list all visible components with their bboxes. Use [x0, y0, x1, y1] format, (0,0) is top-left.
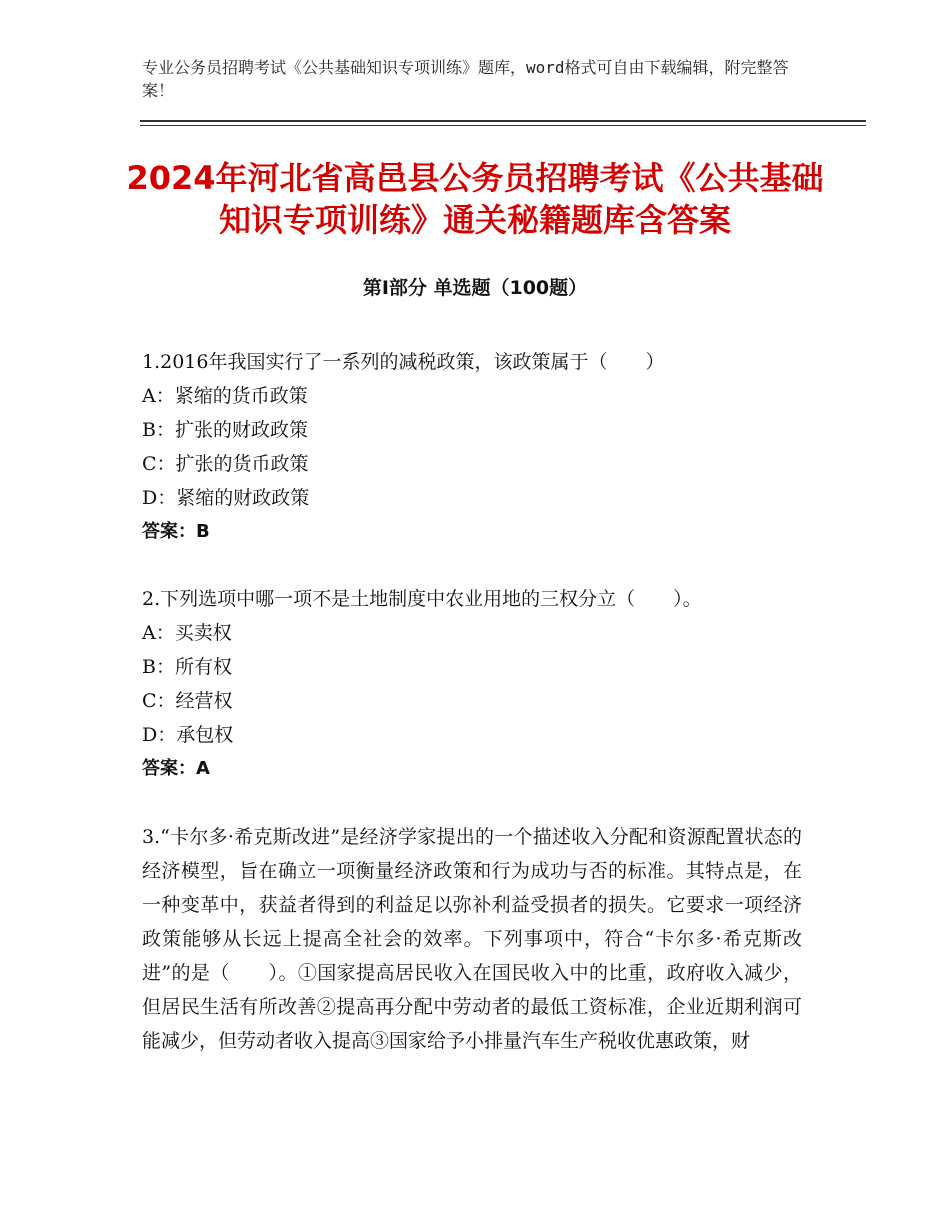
answer: 答案：B [142, 521, 210, 542]
question-1 [142, 345, 802, 549]
question-2 [142, 582, 802, 786]
option-d: D：承包权 [142, 724, 234, 746]
option-c: C：经营权 [142, 690, 233, 712]
section-title: 第Ⅰ部分 单选题（100题） [362, 277, 588, 299]
document-title: 2024年河北省高邑县公务员招聘考试《公共基础知识专项训练》通关秘籍题库含答案 [126, 159, 824, 239]
question-stem: 3.“卡尔多·希克斯改进”是经济学家提出的一个描述收入分配和资源配置状态的经济模型，旨在确立一项衡量经济政策和行为成功与否的标准。其特点是，在一种变革中，获益者得到的利益足以弥补利益受损者的损失。它要求一项经济政策能够从长远上提高全社会的效率。下列事项中，符合“卡尔多·希克斯改进”的是（ ）。①国家提高居民收入在国民收入中的比重，政府收入减少，但居民生活有所改善②提高再分配中劳动者的最低工资标准，企业近期利润可能减少，但劳动者收入提高③国家给予小排量汽车生产税收优惠政策，财 [142, 826, 802, 1052]
header-note: 专业公务员招聘考试《公共基础知识专项训练》题库，word格式可自由下载编辑，附完整答案！ [142, 58, 789, 100]
question-stem: 1.2016年我国实行了一系列的减税政策，该政策属于（ ） [142, 351, 665, 373]
option-a: A：紧缩的货币政策 [142, 385, 308, 407]
option-b: B：扩张的财政政策 [142, 419, 308, 441]
question-3 [142, 820, 802, 1058]
header-divider-thin [140, 125, 866, 126]
option-c: C：扩张的货币政策 [142, 453, 309, 475]
option-b: B：所有权 [142, 656, 232, 678]
question-stem: 2.下列选项中哪一项不是土地制度中农业用地的三权分立（ ）。 [142, 588, 702, 610]
option-a: A：买卖权 [142, 622, 232, 644]
answer: 答案：A [142, 758, 210, 779]
header-divider-thick [140, 120, 866, 122]
option-d: D：紧缩的财政政策 [142, 487, 310, 509]
